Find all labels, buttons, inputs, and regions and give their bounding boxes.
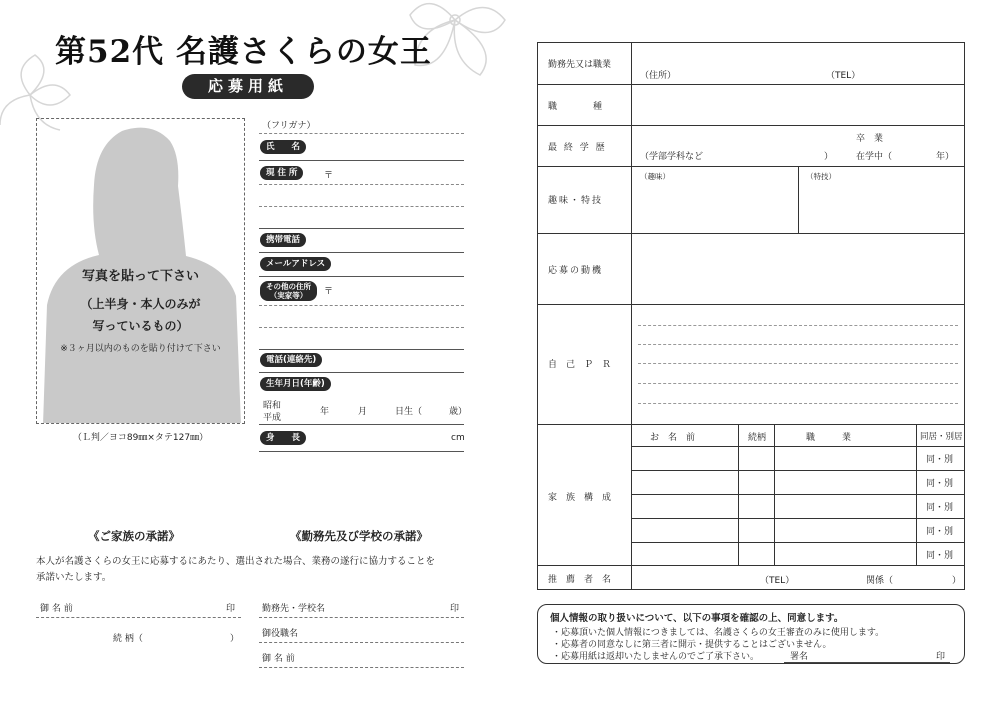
name-line[interactable]	[259, 160, 464, 161]
edu-close: ）	[824, 152, 834, 162]
fam-row-divider	[631, 446, 964, 447]
fam-col-name: お 名 前	[650, 433, 696, 443]
recommender-tel[interactable]: （TEL）	[760, 576, 795, 586]
notice-seal: 印	[936, 652, 946, 662]
photo-note-3: ※３ヶ月以内のものを貼り付けて下さい	[60, 344, 221, 354]
edu-enrolled[interactable]: 在学中（	[856, 152, 893, 162]
work-address[interactable]: （住所）	[640, 71, 677, 81]
address-label: 現 住 所	[260, 166, 303, 180]
recommender-close: ）	[952, 576, 962, 586]
other-address-line-3[interactable]	[259, 349, 464, 350]
notice-line-3: ・応募用紙は返却いたしませんのでご了承下さい。	[552, 652, 760, 662]
work-org-label: 勤務先・学校名	[262, 604, 326, 614]
fam-col-job: 職 業	[806, 433, 852, 443]
family-label: 家 族 構 成	[548, 493, 612, 503]
job-label: 職 種	[548, 102, 609, 112]
fam-living-2[interactable]: 同・別	[926, 479, 954, 489]
work-title-line[interactable]	[259, 642, 464, 643]
photo-note-2: 写っているもの）	[92, 319, 189, 333]
pr-line[interactable]	[638, 383, 958, 384]
family-relation-label: 続 柄（	[113, 634, 143, 644]
work-consent-heading: 《勤務先及び学校の承諾》	[290, 529, 428, 543]
row-divider	[538, 125, 964, 126]
family-consent-text-2: 承諾いたします。	[36, 572, 112, 583]
photo-note-1: （上半身・本人のみが	[80, 297, 201, 311]
era-showa: 昭和	[263, 401, 282, 411]
phone-line[interactable]	[259, 372, 464, 373]
family-name-label: 御 名 前	[40, 604, 73, 614]
form-badge: 応募用紙	[182, 74, 314, 99]
edu-year: 年）	[936, 152, 955, 162]
fam-col-living: 同居・別居	[920, 432, 963, 442]
fam-living-1[interactable]: 同・別	[926, 455, 954, 465]
pr-line[interactable]	[638, 403, 958, 404]
edu-label: 最 終 学 歴	[548, 143, 607, 153]
email-label: メールアドレス	[260, 257, 331, 271]
fam-living-3[interactable]: 同・別	[926, 503, 954, 513]
hobby-field[interactable]: （趣味）	[640, 172, 670, 181]
recommender-relation[interactable]: 関係（	[866, 576, 894, 586]
motive-label: 応募の動機	[548, 266, 604, 276]
row-divider	[538, 166, 964, 167]
row-divider	[538, 565, 964, 566]
fam-row-divider	[631, 470, 964, 471]
other-address-label	[260, 281, 317, 301]
family-name-line[interactable]	[36, 617, 241, 618]
signature-line[interactable]	[784, 662, 950, 663]
fam-living-4[interactable]: 同・別	[926, 527, 954, 537]
furigana-line[interactable]	[259, 133, 464, 134]
privacy-notice	[537, 604, 965, 664]
furigana-label: （フリガナ）	[262, 121, 316, 131]
hobby-divider	[798, 166, 799, 233]
address-line-2[interactable]	[259, 206, 464, 207]
work-name-label: 御 名 前	[262, 654, 295, 664]
family-consent-heading: 《ご家族の承諾》	[88, 529, 180, 543]
postal-mark-2: 〒	[324, 287, 334, 297]
other-address-line-1[interactable]	[259, 305, 464, 306]
skill-field[interactable]: （特技）	[806, 172, 836, 181]
other-address-label-2: （実家等）	[269, 291, 308, 300]
fam-row-divider	[631, 542, 964, 543]
notice-line-2: ・応募者の同意なしに第三者に開示・提供することはございません。	[552, 640, 832, 650]
work-name-line[interactable]	[259, 667, 464, 668]
application-table	[537, 42, 965, 590]
row-divider	[538, 304, 964, 305]
photo-box[interactable]	[36, 118, 245, 424]
name-label: 氏 名	[260, 140, 306, 154]
row-divider	[538, 84, 964, 85]
height-unit: cm	[451, 433, 465, 443]
recommender-label: 推 薦 者 名	[548, 575, 612, 585]
birth-year: 年	[320, 407, 330, 417]
fam-living-5[interactable]: 同・別	[926, 551, 954, 561]
work-tel[interactable]: （TEL）	[826, 71, 861, 81]
age-label: 歳）	[449, 407, 468, 417]
work-seal: 印	[450, 604, 460, 614]
birth-day: 日生（	[395, 407, 423, 417]
family-consent-text-1: 本人が名護さくらの女王に応募するにあたり、選出された場合、業務の遂行に協力することを	[36, 556, 436, 567]
row-divider	[538, 424, 964, 425]
page-title: 第52代 名護さくらの女王	[55, 34, 432, 70]
fam-row-divider	[631, 518, 964, 519]
era-heisei: 平成	[263, 413, 282, 423]
postal-mark: 〒	[324, 171, 334, 181]
birth-label: 生年月日(年齢)	[260, 377, 331, 391]
other-address-line-2[interactable]	[259, 327, 464, 328]
height-label: 身 長	[260, 431, 306, 445]
phone-label: 電話(連絡先)	[260, 353, 322, 367]
pr-label: 自 己 Ｐ Ｒ	[548, 360, 612, 370]
family-relation-close: ）	[230, 634, 240, 644]
birth-month: 月	[358, 407, 368, 417]
height-line[interactable]	[259, 451, 464, 452]
work-title-label: 御役職名	[262, 629, 299, 639]
notice-title: 個人情報の取り扱いについて、以下の事項を確認の上、同意します。	[550, 613, 844, 624]
edu-graduated[interactable]: 卒 業	[856, 134, 884, 144]
hobby-label: 趣味・特技	[548, 196, 604, 206]
birth-line[interactable]	[259, 424, 464, 425]
family-seal: 印	[226, 604, 236, 614]
work-label: 勤務先又は職業	[548, 60, 612, 70]
mobile-line[interactable]	[259, 252, 464, 253]
other-address-label-1: その他の住所	[266, 282, 311, 291]
pr-line[interactable]	[638, 363, 958, 364]
photo-instruction: 写真を貼って下さい	[81, 269, 199, 284]
notice-line-1: ・応募頂いた個人情報につきましては、名護さくらの女王審査のみに使用します。	[552, 628, 885, 638]
pr-line[interactable]	[638, 344, 958, 345]
photo-size: （Ｌ判／ヨコ89㎜×タテ127㎜）	[72, 433, 209, 443]
address-line-3[interactable]	[259, 228, 464, 229]
fam-col-relation: 続柄	[748, 433, 767, 443]
address-line-1[interactable]	[259, 184, 464, 185]
email-line[interactable]	[259, 276, 464, 277]
pr-line[interactable]	[638, 325, 958, 326]
fam-row-divider	[631, 494, 964, 495]
mobile-label: 携帯電話	[260, 233, 306, 247]
row-divider	[538, 233, 964, 234]
work-org-line[interactable]	[259, 617, 464, 618]
notice-sign-label: 署名	[790, 652, 809, 662]
edu-department[interactable]: （学部学科など	[640, 152, 704, 162]
